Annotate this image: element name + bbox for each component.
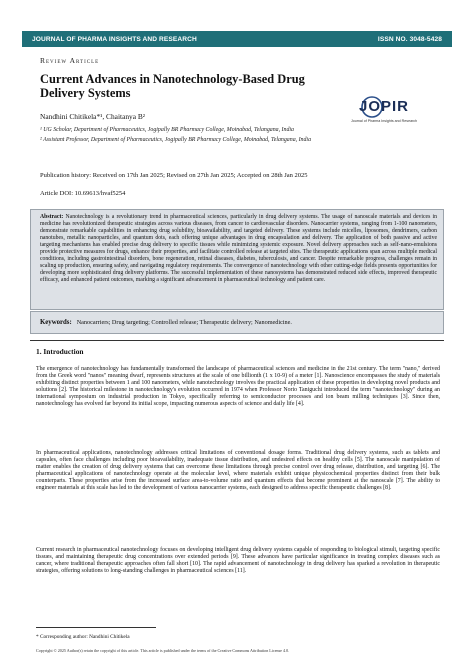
issn-number: ISSN NO. 3048-5428	[377, 35, 442, 43]
intro-paragraph-1: The emergence of nanotechnology has fundamentally transformed the landscape of pharmaceutical sciences and medicine in the 21st century. The term "nano," derived from the Greek word "nanos" meaning dwarf, represents structures at the scale of one billionth (1 x 10-9) of a meter [1]. Nanoscience encompasses the study of materials exhibiting distinct properties between 1 and 100 nanometers, while nanotechnology involves the practical application of these properties in developing novel products and solutions [2]. The historical milestone in nanotechnology's evolution occurred in 1974 when Professor Norio Taniguchi introduced the term "nanotechnology" during an international symposium on industrial production in Tokyo, specifically referring to semiconductor processes and ion beam milling techniques [3]. Since then, nanotechnology has evolved far beyond its initial scope, impacting numerous aspects of science and daily life [4].	[36, 366, 440, 408]
footnote-divider	[36, 627, 156, 628]
logo-tagline: Journal of Pharma Insights and Research	[351, 119, 417, 123]
keywords-text: Nanocarriers; Drug targeting; Controlled release; Therapeutic delivery; Nanomedicine.	[76, 319, 292, 326]
section-heading-introduction: 1. Introduction	[36, 347, 84, 356]
journal-logo	[351, 95, 417, 129]
keywords-label: Keywords:	[40, 319, 72, 326]
author-list: Nandhini Chitikela*¹, Chaitanya B²	[40, 112, 146, 121]
abstract-text: Nanotechnology is a revolutionary trend in pharmaceutical sciences, particularly in drug delivery systems. The usage of nanoscale materials and devices in medicine has revolutionized therapeutic strategies across various diseases, from cancer to cardiovascular disorders. Nanocarrier systems, ranging from 1-100 nanometers, demonstrate remarkable capabilities in enhancing drug solubility, bioavailability, and targeted delivery. These systems include micelles, liposomes, dendrimers, carbon nanotubes, metallic nanoparticles, and quantum dots, each offering unique advantages in drug encapsulation and delivery. The application of both passive and active targeting mechanisms has enabled precise drug delivery to specific tissues while minimizing systemic exposure. Novel delivery approaches such as self-nano-emulsions provide protective measures for drugs, enhance their properties, and facilitate controlled release at targeted sites. The therapeutic applications span across multiple medical conditions, including gastrointestinal disorders, bone regeneration, retinal diseases, diabetes, tuberculosis, and cancer. Despite remarkable progress, challenges remain in scaling up production, ensuring safety, and navigating regulatory requirements. The convergence of nanotechnology with other cutting-edge fields presents opportunities for developing more sophisticated drug delivery platforms. The successful implementation of these nanosystems has demonstrated reduced side effects, improved therapeutic efficacy, and enhanced patient outcomes, marking a significant advancement in pharmaceutical technology and patient care.	[40, 214, 438, 284]
article-type: Review Article	[40, 56, 100, 65]
keywords-box	[30, 311, 444, 334]
journal-name: JOURNAL OF PHARMA INSIGHTS AND RESEARCH	[32, 35, 197, 43]
article-doi[interactable]: Article DOI: 10.69613/hvaf5254	[40, 190, 126, 197]
section-divider	[30, 340, 444, 341]
intro-paragraph-2: In pharmaceutical applications, nanotechnology addresses critical limitations of conventional dosage forms. Traditional drug delivery systems, such as tablets and capsules, often face challenges including poor bioavailability, inadequate tissue distribution, and undesired effects on healthy cells [5]. The nanoscale manipulation of matter enables the creation of drug delivery systems that can overcome these limitations through precise control over drug release, distribution, and targeting [6]. The pharmaceutical applications of nanotechnology operate at the molecular level, where materials exhibit unique physicochemical properties distinct from their bulk counterparts. These properties arise from the increased surface area-to-volume ratio and quantum effects that become prominent at the nanoscale [7]. The ability to engineer materials at this scale has led to the development of various nanocarrier systems, each designed to address specific therapeutic challenges [8].	[36, 450, 440, 492]
copyright-notice: Copyright © 2025 Author(s) retain the copyright of this article. This article is published under the terms of the Creative Commons Attribution License 4.0.	[36, 648, 290, 653]
logo-text: JOPIR	[358, 98, 410, 115]
abstract-label: Abstract:	[40, 214, 64, 220]
abstract-paragraph	[40, 214, 437, 284]
corresponding-author: * Corresponding author: Nandhini Chitikela	[36, 634, 130, 640]
affiliation-2: ² Assistant Professor, Department of Pharmaceutics, Jogipally BR Pharmacy College, Moinabad, Telangana, India	[40, 137, 312, 143]
affiliation-1: ¹ UG Scholar, Department of Pharmaceutics, Jogipally BR Pharmacy College, Moinabad, Telangana, India	[40, 127, 294, 133]
intro-paragraph-3: Current research in pharmaceutical nanotechnology focuses on developing intelligent drug delivery systems capable of responding to biological stimuli, targeting specific tissues, and maintaining therapeutic drug concentrations over extended periods [9]. These advances have particular significance in treating complex diseases such as cancer, where traditional therapeutic approaches often fall short [10]. The rapid advancement of nanotechnology in drug delivery has sparked a revolution in therapeutic strategies, offering solutions to long-standing challenges in pharmaceutical sciences [11].	[36, 547, 440, 575]
abstract-box	[30, 209, 444, 310]
article-title: Current Advances in Nanotechnology-Based Drug Delivery Systems	[40, 72, 305, 100]
publication-history: Publication history: Received on 17th Jan 2025; Revised on 27th Jan 2025; Accepted on 28th Jan 2025	[40, 172, 308, 179]
journal-banner	[22, 31, 452, 47]
